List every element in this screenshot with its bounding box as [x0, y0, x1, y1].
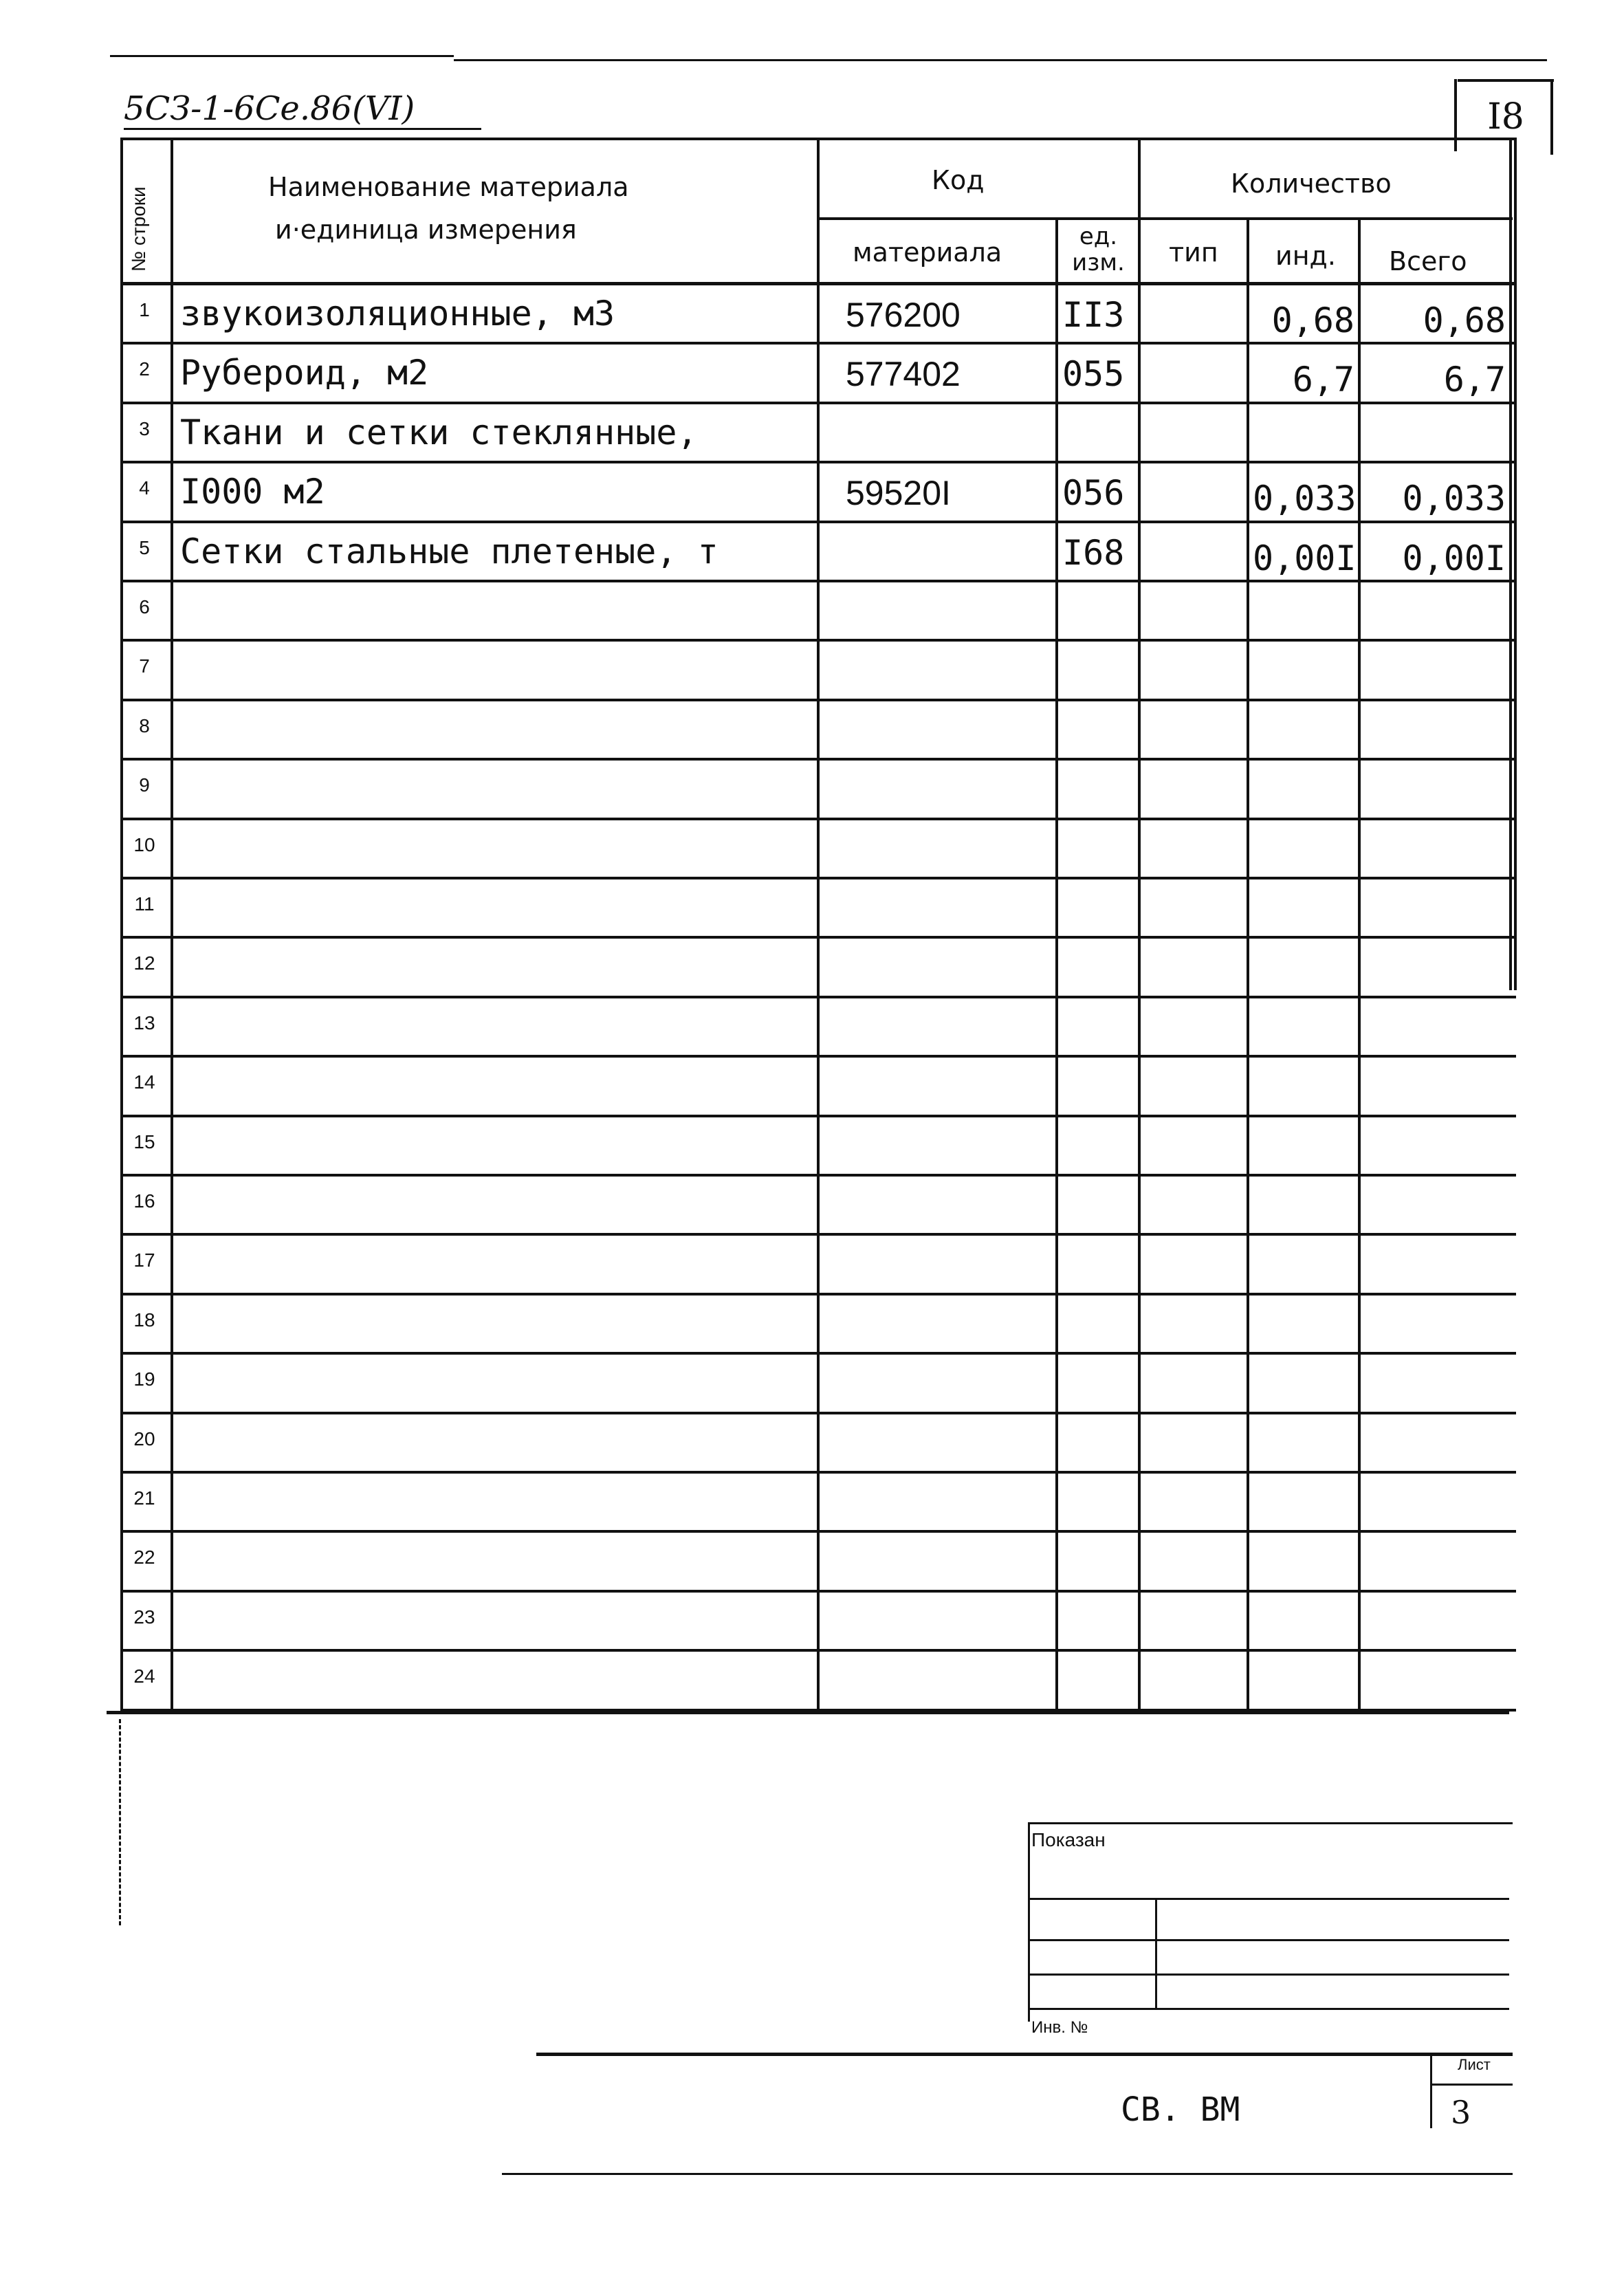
row-number: 13: [133, 1012, 155, 1034]
row-total: 6,7: [1443, 360, 1506, 400]
row-number: 9: [139, 774, 150, 796]
row-code: 577402: [846, 355, 961, 394]
row-unit: 056: [1062, 473, 1125, 514]
table-row: [0, 1414, 1624, 1474]
table-row: [0, 1177, 1624, 1236]
row-total: 0,00I: [1402, 538, 1506, 578]
row-total: 0,68: [1423, 300, 1506, 340]
row-ind: 0,033: [1253, 479, 1357, 519]
row-name: Ткани и сетки стеклянные,: [180, 412, 698, 452]
row-number: 14: [133, 1071, 155, 1093]
table-row: [0, 1058, 1624, 1117]
header-qty-total: Всего: [1389, 246, 1467, 276]
row-number: 10: [133, 833, 155, 855]
row-unit: II3: [1062, 295, 1125, 335]
table-row: [0, 523, 1624, 582]
table-row: [0, 285, 1624, 345]
row-name: Рубероид, м2: [180, 353, 429, 393]
row-ind: 6,7: [1292, 360, 1354, 400]
table-row: [0, 879, 1624, 939]
row-ind: 0,68: [1271, 300, 1354, 340]
table-row: [0, 345, 1624, 404]
header-row-number: № строки: [128, 186, 149, 272]
table-row: [0, 642, 1624, 701]
stamp-sheet-number: 3: [1451, 2094, 1471, 2131]
table-row: [0, 582, 1624, 642]
row-number: 6: [139, 596, 150, 617]
row-name: I000 м2: [180, 472, 325, 512]
row-number: 20: [133, 1428, 155, 1450]
table-row: [0, 1533, 1624, 1592]
row-number: 12: [133, 952, 155, 974]
row-number: 7: [139, 655, 150, 677]
header-code-unit: ед. изм.: [1072, 223, 1125, 276]
row-number: 19: [133, 1368, 155, 1390]
table-row: [0, 1236, 1624, 1295]
stamp-sheet-label: Лист: [1458, 2056, 1491, 2073]
header-name-line1: Наименование материала: [268, 172, 629, 202]
row-number: 11: [134, 893, 155, 915]
row-number: 3: [139, 417, 150, 439]
row-number: 1: [139, 299, 150, 320]
header-qty-type: тип: [1169, 237, 1218, 267]
table-row: [0, 463, 1624, 523]
header-qty-ind: инд.: [1275, 241, 1336, 271]
row-ind: 0,00I: [1253, 538, 1357, 578]
row-number: 2: [139, 358, 150, 380]
table-row: [0, 1295, 1624, 1355]
table-row: [0, 1117, 1624, 1177]
stamp-inv-label: Инв. №: [1031, 2018, 1088, 2037]
table-row: [0, 701, 1624, 761]
row-number: 5: [139, 536, 150, 558]
header-name-line2: и·единица измерения: [275, 215, 577, 245]
row-number: 4: [139, 477, 150, 499]
row-total: 0,033: [1402, 479, 1506, 519]
row-number: 16: [133, 1190, 155, 1212]
row-number: 24: [133, 1665, 155, 1687]
stamp-shown-label: Показан: [1031, 1829, 1106, 1850]
header-quantity: Количество: [1231, 168, 1392, 199]
table-row: [0, 1652, 1624, 1711]
row-name: Сетки стальные плетеные, т: [180, 531, 718, 571]
table-row: [0, 1474, 1624, 1533]
row-number: 21: [133, 1487, 155, 1509]
table-row: [0, 998, 1624, 1058]
table-row: [0, 404, 1624, 463]
table-row: [0, 761, 1624, 820]
row-code: 59520I: [846, 474, 951, 513]
header-code-material: материала: [853, 237, 1002, 267]
row-number: 23: [133, 1606, 155, 1628]
row-number: 18: [133, 1309, 155, 1331]
row-unit: I68: [1062, 532, 1125, 573]
table-row: [0, 1355, 1624, 1414]
table-row: [0, 1593, 1624, 1652]
document-code: 5СЗ-1-6Се.86(VI): [124, 89, 415, 128]
table-row: [0, 939, 1624, 998]
row-code: 576200: [846, 296, 961, 334]
row-number: 15: [133, 1130, 155, 1152]
row-unit: 055: [1062, 354, 1125, 395]
page-number: I8: [1487, 96, 1524, 138]
table-row: [0, 820, 1624, 879]
row-number: 17: [133, 1249, 155, 1271]
row-number: 8: [139, 714, 150, 736]
row-name: звукоизоляционные, м3: [180, 294, 615, 334]
header-code: Код: [932, 165, 985, 195]
stamp-sheet-code: СВ. ВМ: [1121, 2090, 1240, 2129]
row-number: 22: [133, 1546, 155, 1568]
